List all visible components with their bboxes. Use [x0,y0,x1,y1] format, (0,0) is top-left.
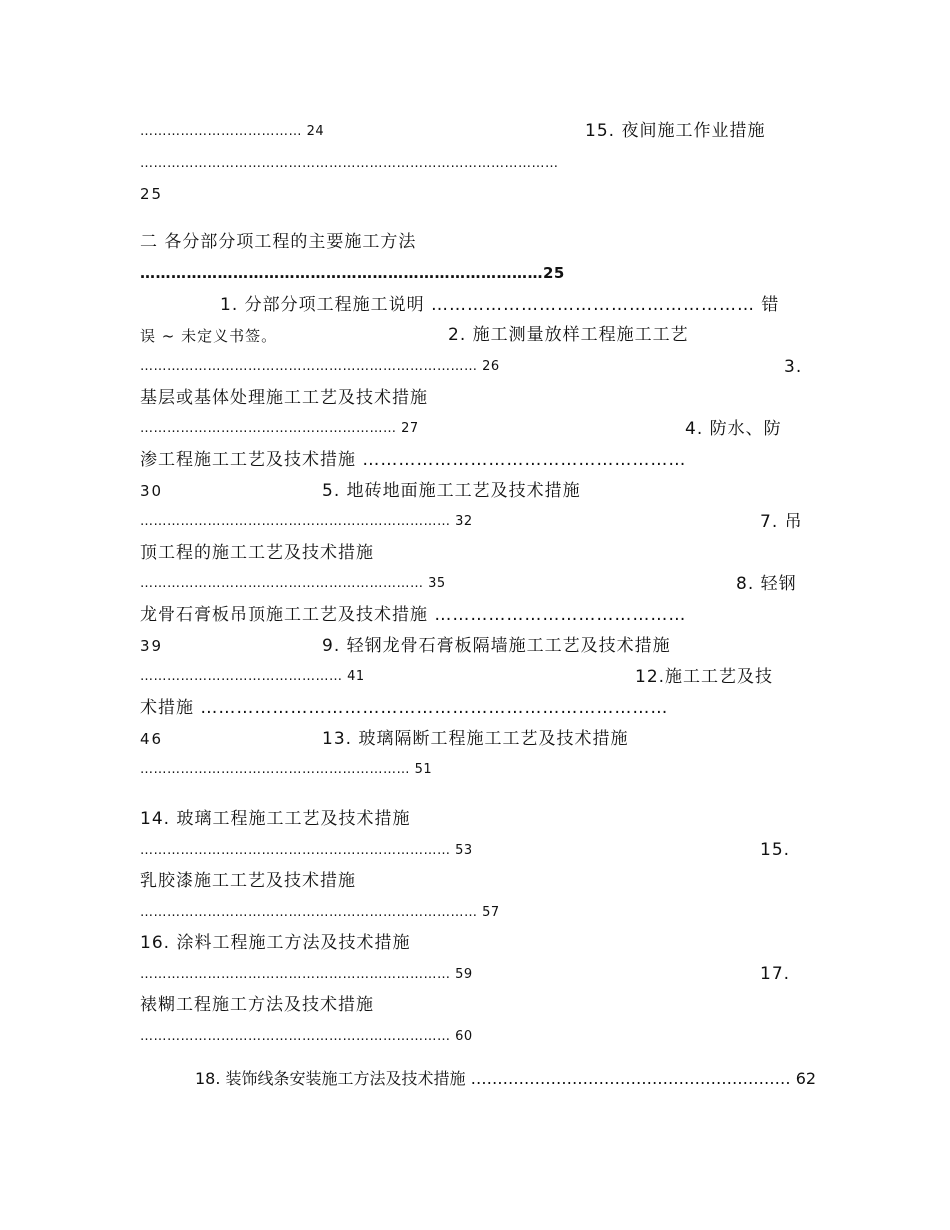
toc-entry-12-start[interactable]: 12.施工工艺及技 [635,667,774,687]
toc-entry-14[interactable]: 14. 玻璃工程施工工艺及技术措施 [140,809,411,829]
toc-section-heading[interactable]: 二 各分部分项工程的主要施工方法 [140,232,417,252]
toc-entry-8-rest[interactable]: 龙骨石膏板吊顶施工工艺及技术措施 …………………………………… [140,605,687,625]
toc-leader-page-32: …………………………………………………………… 32 [140,514,473,529]
toc-leader-line: ………………………………………………………………………………… [140,156,559,171]
toc-leader-page-59: …………………………………………………………… 59 [140,967,473,982]
toc-page-number: 46 [140,730,164,748]
toc-entry-16[interactable]: 16. 涂料工程施工方法及技术措施 [140,933,411,953]
toc-page-number: 25 [140,185,164,203]
toc-entry-7-rest[interactable]: 顶工程的施工工艺及技术措施 [140,543,374,563]
toc-leader-page-53: …………………………………………………………… 53 [140,843,473,858]
toc-entry-2[interactable]: 2. 施工测量放样工程施工工艺 [448,325,689,345]
toc-leader-page-25: ……………………………………………………………………25 [140,264,565,282]
toc-leader-page-57: ………………………………………………………………… 57 [140,905,500,920]
toc-leader-page-41: ……………………………………… 41 [140,669,365,684]
toc-leader-page-27: ………………………………………………… 27 [140,421,419,436]
toc-entry-3-title[interactable]: 基层或基体处理施工工艺及技术措施 [140,388,428,408]
toc-entry-18[interactable]: 18. 装饰线条安装施工方法及技术措施 …………………………………………………… 62 [195,1069,817,1088]
toc-entry-3-number[interactable]: 3. [784,357,803,377]
toc-leader-page-26: ………………………………………………………………… 26 [140,359,500,374]
toc-entry-15-title[interactable]: 乳胶漆施工工艺及技术措施 [140,871,356,891]
toc-entry-4-start[interactable]: 4. 防水、防 [685,419,782,439]
toc-leader-page-24: ……………………………… 24 [140,124,325,139]
toc-page-number: 39 [140,637,164,655]
toc-entry-night-work[interactable]: 15. 夜间施工作业措施 [585,121,766,141]
toc-entry-12-rest[interactable]: 术措施 …………………………………………………………………… [140,698,669,718]
toc-entry-17-number[interactable]: 17. [760,964,791,984]
toc-entry-17-title[interactable]: 裱糊工程施工方法及技术措施 [140,995,374,1015]
toc-error-text: 误 ~ 未定义书签。 [140,327,278,345]
toc-entry-4-rest[interactable]: 渗工程施工工艺及技术措施 ……………………………………………… [140,450,687,470]
toc-page-number: 30 [140,482,164,500]
toc-entry-15-number[interactable]: 15. [760,840,791,860]
toc-entry-1[interactable]: 1. 分部分项工程施工说明 ……………………………………………… 错 [220,295,780,315]
toc-entry-5[interactable]: 5. 地砖地面施工工艺及技术措施 [322,481,581,501]
toc-entry-7-start[interactable]: 7. 吊 [760,512,803,532]
toc-leader-page-35: ……………………………………………………… 35 [140,576,446,591]
toc-leader-page-60: …………………………………………………………… 60 [140,1029,473,1044]
toc-entry-13[interactable]: 13. 玻璃隔断工程施工工艺及技术措施 [322,729,629,749]
toc-leader-page-51: …………………………………………………… 51 [140,762,433,777]
toc-entry-9[interactable]: 9. 轻钢龙骨石膏板隔墙施工工艺及技术措施 [322,636,671,656]
toc-entry-8-start[interactable]: 8. 轻钢 [736,574,797,594]
